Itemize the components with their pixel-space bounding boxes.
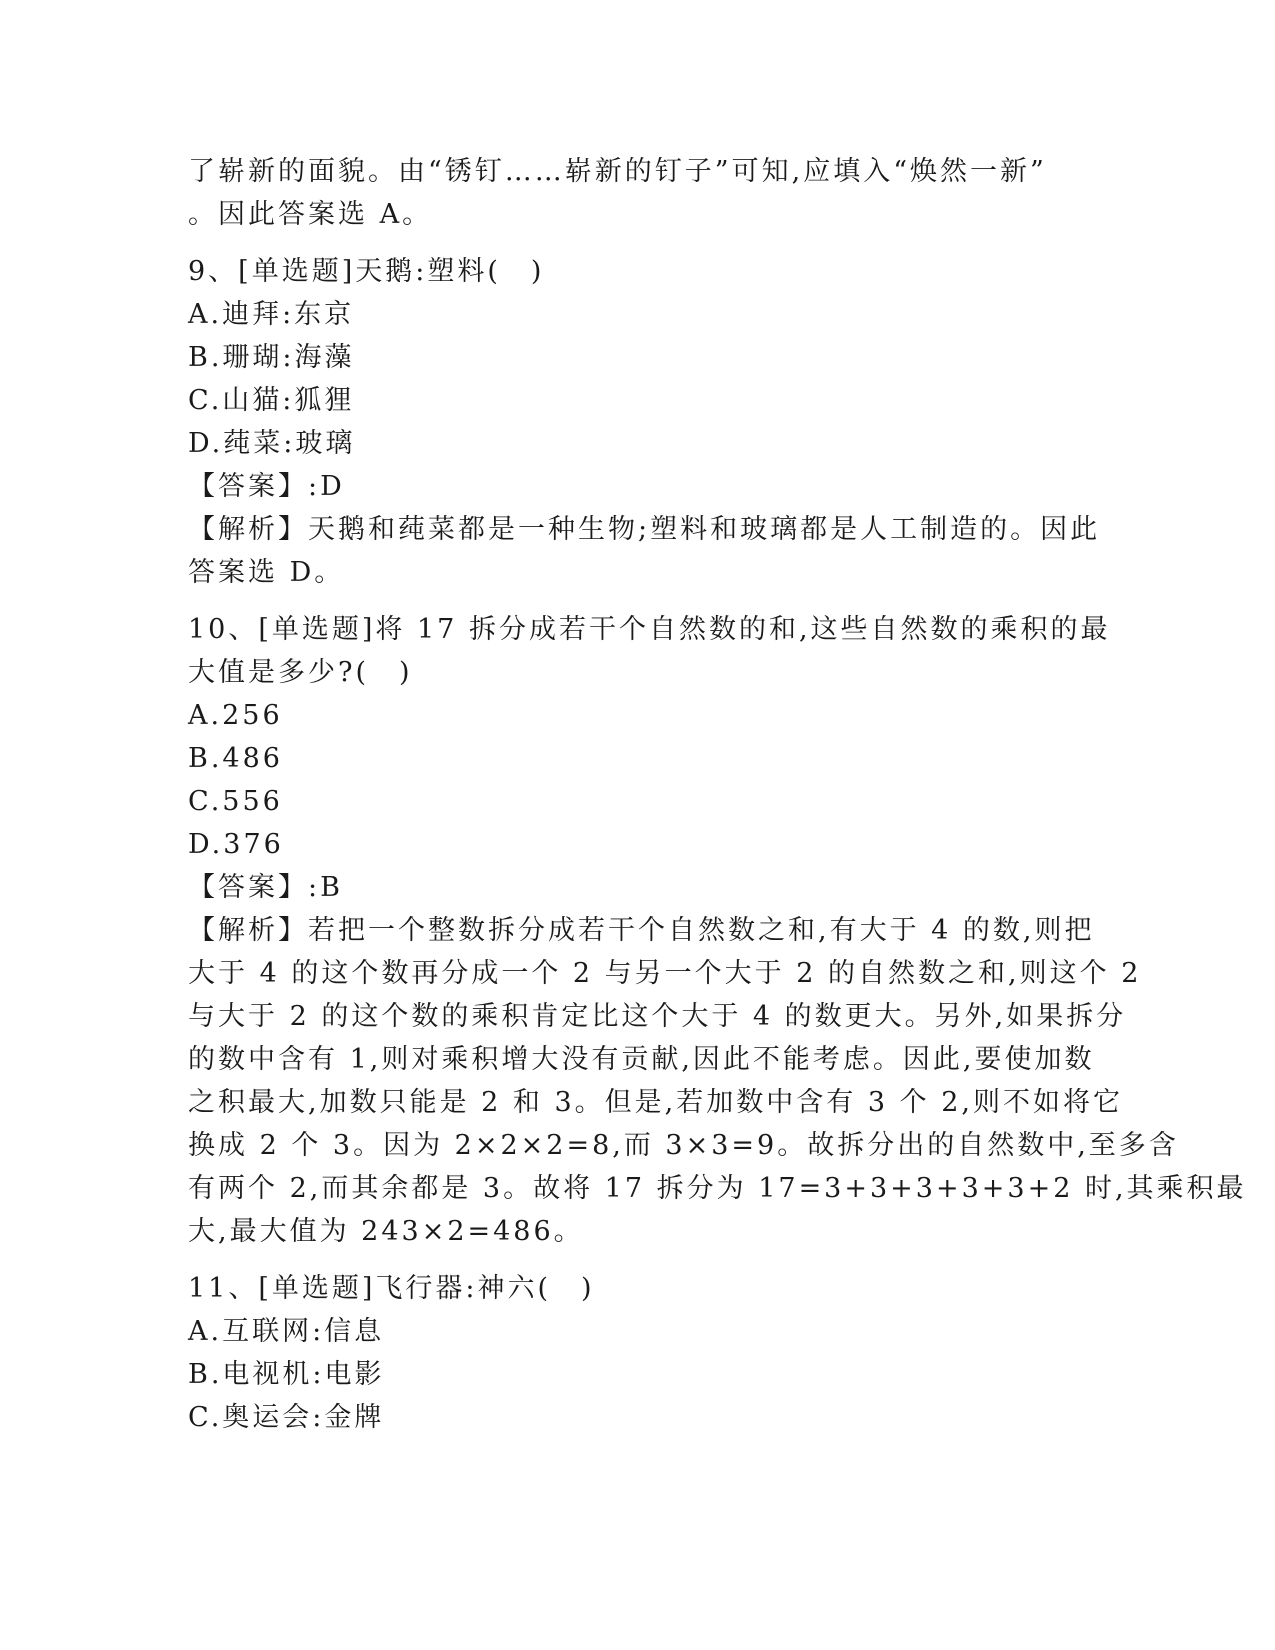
question-stem: 11、[单选题]飞行器:神六( ) bbox=[188, 1273, 595, 1304]
analysis-line: 大,最大值为 243×2=486。 bbox=[188, 1216, 584, 1247]
option-b: B.珊瑚:海藻 bbox=[188, 342, 355, 373]
analysis-line: 【解析】天鹅和莼菜都是一种生物;塑料和玻璃都是人工制造的。因此 bbox=[188, 514, 1101, 545]
question-11 bbox=[188, 1267, 1088, 1439]
analysis-line: 的数中含有 1,则对乘积增大没有贡献,因此不能考虑。因此,要使加数 bbox=[188, 1044, 1095, 1075]
option-a: A.迪拜:东京 bbox=[188, 299, 355, 330]
analysis-line: 【解析】若把一个整数拆分成若干个自然数之和,有大于 4 的数,则把 bbox=[188, 915, 1095, 946]
option-c: C.556 bbox=[188, 786, 283, 817]
option-c: C.山猫:狐狸 bbox=[188, 385, 355, 416]
previous-analysis-line: 。因此答案选 A。 bbox=[188, 199, 433, 230]
question-stem: 大值是多少?( ) bbox=[188, 657, 413, 688]
question-9 bbox=[188, 250, 1101, 594]
option-b: B.486 bbox=[188, 743, 283, 774]
analysis-line: 之积最大,加数只能是 2 和 3。但是,若加数中含有 3 个 2,则不如将它 bbox=[188, 1087, 1123, 1118]
question-stem: 10、[单选题]将 17 拆分成若干个自然数的和,这些自然数的乘积的最 bbox=[188, 614, 1111, 645]
question-10 bbox=[188, 608, 1247, 1253]
question-stem: 9、[单选题]天鹅:塑料( ) bbox=[188, 256, 545, 287]
analysis-line: 大于 4 的这个数再分成一个 2 与另一个大于 2 的自然数之和,则这个 2 bbox=[188, 958, 1142, 989]
option-b: B.电视机:电影 bbox=[188, 1359, 385, 1390]
option-a: A.256 bbox=[188, 700, 283, 731]
answer-line: 【答案】:D bbox=[188, 471, 345, 502]
analysis-line: 有两个 2,而其余都是 3。故将 17 拆分为 17=3+3+3+3+3+2 时,其乘积最 bbox=[188, 1173, 1247, 1204]
option-a: A.互联网:信息 bbox=[188, 1316, 385, 1347]
analysis-line: 换成 2 个 3。因为 2×2×2=8,而 3×3=9。故拆分出的自然数中,至多含 bbox=[188, 1130, 1179, 1161]
document-page bbox=[188, 150, 1247, 1439]
analysis-line: 答案选 D。 bbox=[188, 557, 345, 588]
option-d: D.莼菜:玻璃 bbox=[188, 428, 356, 459]
answer-line: 【答案】:B bbox=[188, 872, 343, 903]
option-c: C.奥运会:金牌 bbox=[188, 1402, 385, 1433]
analysis-line: 与大于 2 的这个数的乘积肯定比这个大于 4 的数更大。另外,如果拆分 bbox=[188, 1001, 1127, 1032]
option-d: D.376 bbox=[188, 829, 284, 860]
previous-analysis-line: 了崭新的面貌。由“锈钉……崭新的钉子”可知,应填入“焕然一新” bbox=[188, 156, 1047, 187]
